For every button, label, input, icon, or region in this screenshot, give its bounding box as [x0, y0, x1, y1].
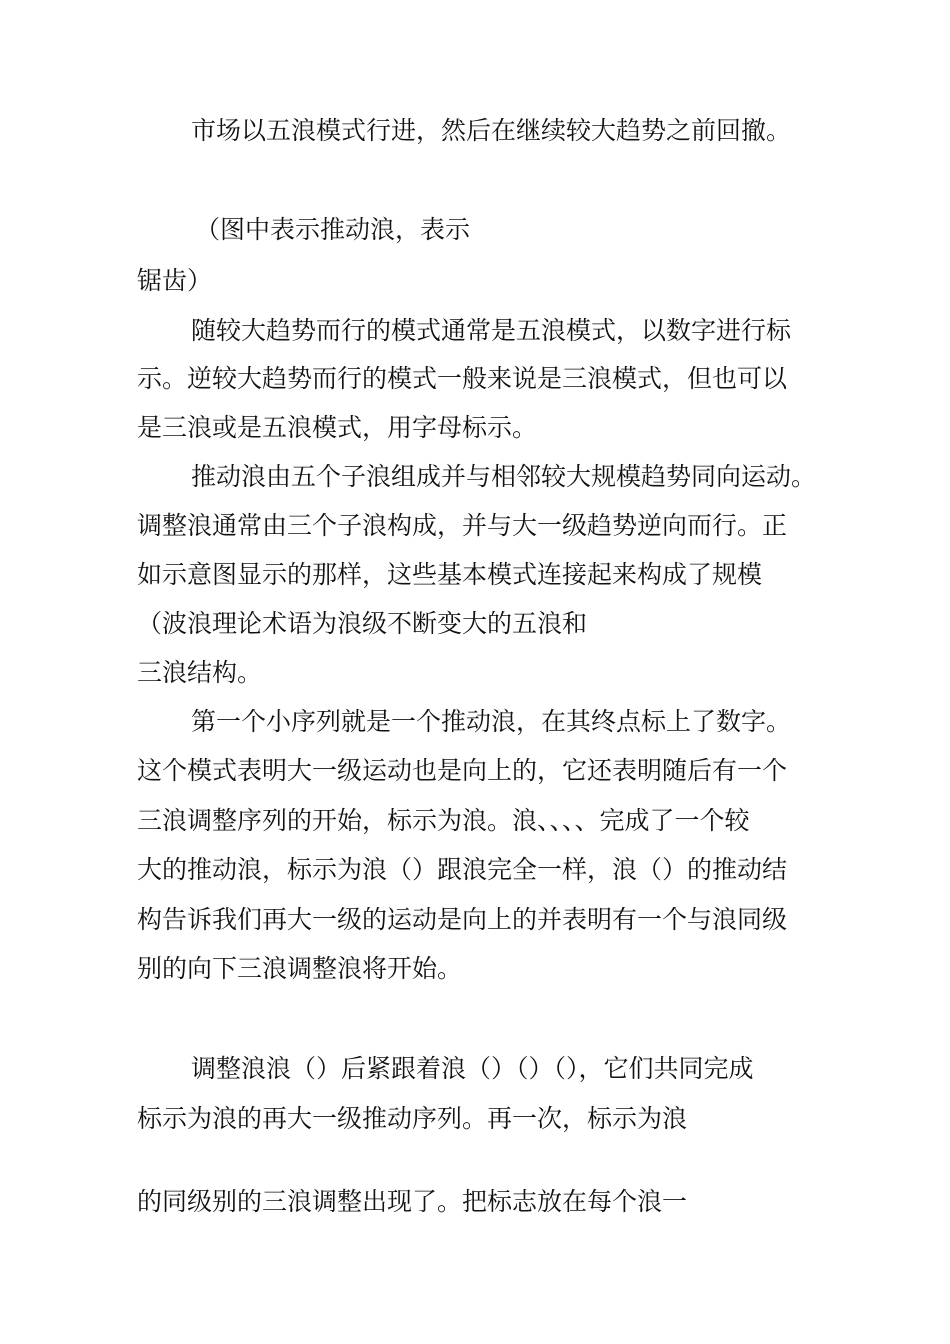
text-line-9: 如示意图显示的那样，这些基本模式连接起来构成了规模 [137, 560, 763, 589]
text-line-7: 推动浪由五个子浪组成并与相邻较大规模趋势同向运动。 [191, 462, 817, 491]
text-line-19: 标示为浪的再大一级推动序列。再一次，标示为浪 [137, 1104, 688, 1133]
text-line-15: 大的推动浪，标示为浪（）跟浪完全一样，浪（）的推动结 [137, 855, 788, 884]
text-line-14: 三浪调整序列的开始，标示为浪。浪、、、、完成了一个较 [137, 806, 750, 835]
text-line-16: 构告诉我们再大一级的运动是向上的并表明有一个与浪同级 [137, 905, 788, 934]
text-line-13: 这个模式表明大一级运动也是向上的，它还表明随后有一个 [137, 756, 788, 785]
text-line-5: 示。逆较大趋势而行的模式一般来说是三浪模式，但也可以 [137, 364, 788, 393]
text-line-17: 别的向下三浪调整浪将开始。 [137, 954, 463, 983]
text-line-18: 调整浪浪（）后紧跟着浪（）（）（），它们共同完成 [191, 1054, 754, 1083]
text-line-20: 的同级别的三浪调整出现了。把标志放在每个浪一 [137, 1187, 688, 1216]
text-line-8: 调整浪通常由三个子浪构成，并与大一级趋势逆向而行。正 [137, 511, 788, 540]
text-line-10: （波浪理论术语为浪级不断变大的五浪和 [137, 609, 588, 638]
text-line-12: 第一个小序列就是一个推动浪，在其终点标上了数字。 [191, 707, 792, 736]
text-line-3: 锯齿） [137, 266, 213, 295]
text-line-4: 随较大趋势而行的模式通常是五浪模式，以数字进行标 [191, 316, 792, 345]
text-line-1: 市场以五浪模式行进，然后在继续较大趋势之前回撤。 [191, 116, 792, 145]
text-line-11: 三浪结构。 [137, 658, 263, 687]
text-line-6: 是三浪或是五浪模式，用字母标示。 [137, 413, 538, 442]
text-line-2: （图中表示推动浪，表示 [195, 215, 471, 244]
